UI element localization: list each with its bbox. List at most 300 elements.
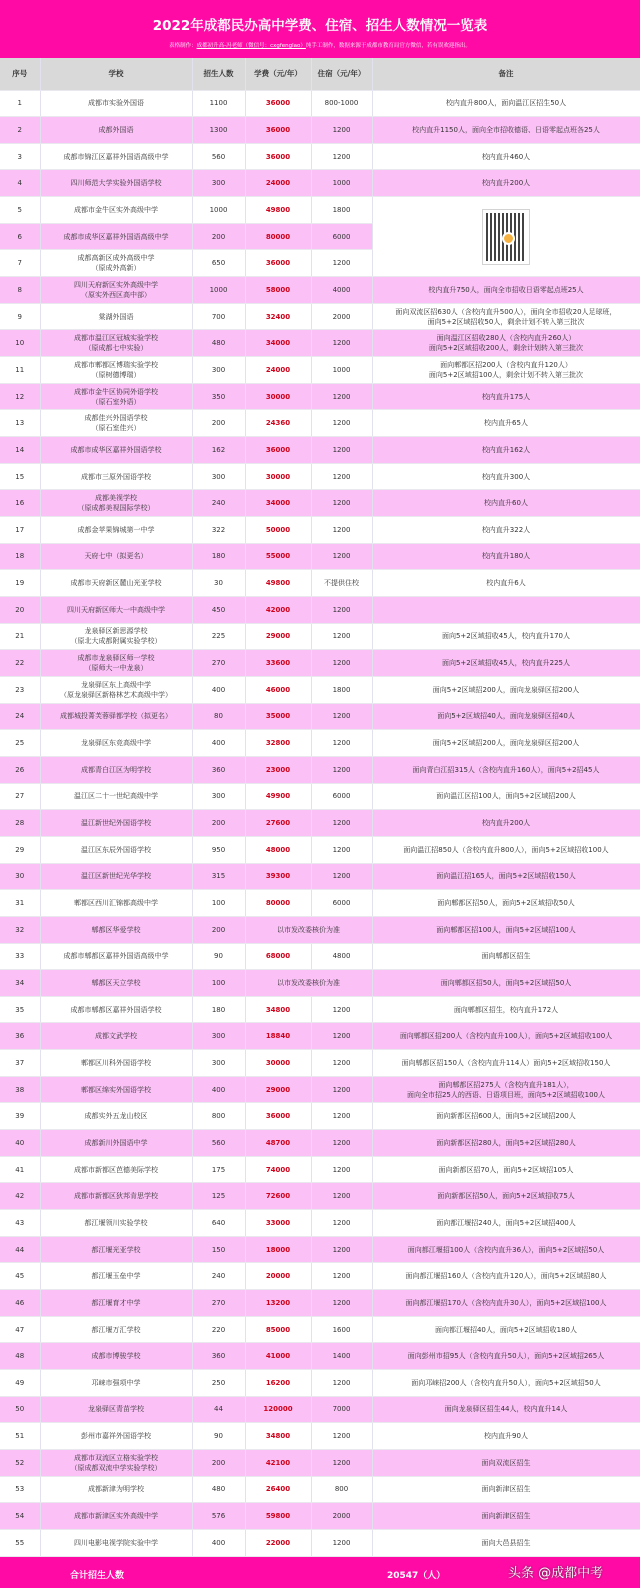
cell-lodging: 1200	[311, 1236, 372, 1263]
cell-lodging: 1200	[311, 623, 372, 650]
cell-enrollment: 576	[192, 1503, 245, 1530]
cell-lodging: 1800	[311, 676, 372, 703]
cell-seq: 10	[0, 330, 40, 357]
cell-school: 成都实外五龙山校区	[40, 1103, 192, 1130]
cell-remarks: 面向5+2区域招收45人，校内直升225人	[372, 650, 640, 677]
cell-seq: 49	[0, 1370, 40, 1397]
cell-school: 成都青白江区为明学校	[40, 756, 192, 783]
cell-school: 温江区二十一世纪高级中学	[40, 783, 192, 810]
cell-tuition: 30000	[245, 383, 311, 410]
cell-tuition: 36000	[245, 250, 311, 277]
cell-enrollment: 400	[192, 730, 245, 757]
cell-seq: 48	[0, 1343, 40, 1370]
cell-lodging: 1200	[311, 143, 372, 170]
cell-seq: 51	[0, 1423, 40, 1450]
cell-seq: 9	[0, 303, 40, 330]
cell-tuition: 36000	[245, 117, 311, 144]
cell-seq: 6	[0, 223, 40, 250]
cell-remarks	[372, 197, 640, 277]
table-row	[0, 330, 640, 357]
cell-school: 郫都区绵实外国语学校	[40, 1076, 192, 1103]
cell-seq: 25	[0, 730, 40, 757]
table-row	[0, 783, 640, 810]
cell-seq: 52	[0, 1449, 40, 1476]
cell-enrollment: 180	[192, 543, 245, 570]
cell-lodging: 1200	[311, 996, 372, 1023]
cell-school: 龙泉驿区新思源学校 （原北大成都附属实验学校）	[40, 623, 192, 650]
cell-school: 龙泉驿区东上高级中学 （原龙泉驿区新格林艺术高级中学）	[40, 676, 192, 703]
cell-seq: 18	[0, 543, 40, 570]
cell-remarks: 面向新津区招生	[372, 1476, 640, 1503]
cell-school: 四川师范大学实验外国语学校	[40, 170, 192, 197]
cell-tuition: 32800	[245, 730, 311, 757]
cell-remarks: 校内直升6人	[372, 570, 640, 597]
cell-lodging: 1200	[311, 836, 372, 863]
total-label: 合计招生人数	[70, 1571, 125, 1581]
cell-tuition: 49900	[245, 783, 311, 810]
cell-school: 都江堰育才中学	[40, 1290, 192, 1317]
table-row	[0, 730, 640, 757]
cell-lodging: 6000	[311, 223, 372, 250]
cell-enrollment: 300	[192, 463, 245, 490]
table-row	[0, 1263, 640, 1290]
cell-enrollment: 90	[192, 943, 245, 970]
cell-school: 成都市郫都区博瑞实验学校 （原树德博瑞）	[40, 357, 192, 384]
cell-seq: 20	[0, 596, 40, 623]
col-header-school: 学校	[40, 58, 192, 90]
total-value: 20547（人）	[387, 1571, 446, 1581]
cell-tuition: 以市发改委核价为准	[245, 916, 372, 943]
cell-remarks: 面向温江招850人（含校内直升800人），面向5+2区域招收100人	[372, 836, 640, 863]
cell-enrollment: 300	[192, 170, 245, 197]
cell-enrollment: 80	[192, 703, 245, 730]
table-row	[0, 703, 640, 730]
cell-seq: 4	[0, 170, 40, 197]
cell-tuition: 55000	[245, 543, 311, 570]
cell-lodging: 1200	[311, 1370, 372, 1397]
cell-school: 成都文武学校	[40, 1023, 192, 1050]
cell-lodging: 1000	[311, 170, 372, 197]
table-row	[0, 1396, 640, 1423]
cell-school: 成都市金牛区实外高级中学	[40, 197, 192, 224]
cell-tuition: 74000	[245, 1156, 311, 1183]
cell-lodging: 1200	[311, 1130, 372, 1157]
cell-school: 成都市郫都区嘉祥外国语高级中学	[40, 943, 192, 970]
cell-enrollment: 1300	[192, 117, 245, 144]
table-row	[0, 970, 640, 997]
table-row	[0, 596, 640, 623]
cell-seq: 44	[0, 1236, 40, 1263]
cell-tuition: 以市发改委核价为准	[245, 970, 372, 997]
cell-tuition: 26400	[245, 1476, 311, 1503]
table-row	[0, 1449, 640, 1476]
cell-enrollment: 700	[192, 303, 245, 330]
cell-remarks: 面向都江堰招170人（含校内直升30人），面向5+2区域招100人	[372, 1290, 640, 1317]
cell-school: 成都外国语	[40, 117, 192, 144]
cell-lodging: 1200	[311, 1050, 372, 1077]
cell-tuition: 35000	[245, 703, 311, 730]
cell-enrollment: 30	[192, 570, 245, 597]
table-row	[0, 1503, 640, 1530]
cell-lodging: 1200	[311, 810, 372, 837]
cell-school: 成都佳兴外国语学校 （原石室佳兴）	[40, 410, 192, 437]
cell-tuition: 33000	[245, 1210, 311, 1237]
cell-enrollment: 180	[192, 996, 245, 1023]
cell-seq: 12	[0, 383, 40, 410]
cell-lodging: 1200	[311, 1076, 372, 1103]
cell-enrollment: 800	[192, 1103, 245, 1130]
cell-remarks: 面向邛崃招200人（含校内直升50人），面向5+2区域招50人	[372, 1370, 640, 1397]
cell-school: 成都高新区成外高级中学 （原成外高新）	[40, 250, 192, 277]
cell-seq: 14	[0, 437, 40, 464]
cell-enrollment: 400	[192, 1529, 245, 1556]
cell-tuition: 72600	[245, 1183, 311, 1210]
cell-school: 成都金苹果锦城第一中学	[40, 517, 192, 544]
cell-school: 郫都区天立学校	[40, 970, 192, 997]
table-row	[0, 1183, 640, 1210]
cell-school: 成都市金牛区协同外语学校 （原石室外语）	[40, 383, 192, 410]
cell-remarks: 面向都江堰招240人，面向5+2区域招400人	[372, 1210, 640, 1237]
cell-enrollment: 350	[192, 383, 245, 410]
table-row	[0, 410, 640, 437]
cell-school: 都江堰领川实验学校	[40, 1210, 192, 1237]
cell-enrollment: 200	[192, 223, 245, 250]
table-row	[0, 1103, 640, 1130]
table-row	[0, 1156, 640, 1183]
cell-remarks: 面向都江堰招100人（含校内直升36人），面向5+2区域招50人	[372, 1236, 640, 1263]
cell-school: 成都城投菁芙蓉驿都学校（拟更名）	[40, 703, 192, 730]
cell-seq: 43	[0, 1210, 40, 1237]
subtitle	[0, 41, 640, 49]
cell-school: 成都市新都区狄邦肯思学校	[40, 1183, 192, 1210]
page-title: 2022年成都民办高中学费、住宿、招生人数情况一览表	[152, 18, 488, 34]
cell-seq: 15	[0, 463, 40, 490]
table-row	[0, 117, 640, 144]
cell-enrollment: 150	[192, 1236, 245, 1263]
cell-school: 邛崃市强项中学	[40, 1370, 192, 1397]
cell-enrollment: 560	[192, 1130, 245, 1157]
cell-enrollment: 100	[192, 890, 245, 917]
cell-school: 温江区新世纪光华学校	[40, 863, 192, 890]
cell-remarks: 面向5+2区域招收45人，校内直升170人	[372, 623, 640, 650]
cell-lodging: 1200	[311, 1449, 372, 1476]
cell-school: 成都市天府新区麓山光亚学校	[40, 570, 192, 597]
table-row	[0, 143, 640, 170]
cell-remarks: 校内直升175人	[372, 383, 640, 410]
cell-tuition: 49800	[245, 197, 311, 224]
cell-remarks: 校内直升460人	[372, 143, 640, 170]
cell-remarks: 校内直升1150人，面向全市招收德语、日语零起点班各25人	[372, 117, 640, 144]
cell-school: 成都市锦江区嘉祥外国语高级中学	[40, 143, 192, 170]
table-row	[0, 303, 640, 330]
table-row	[0, 1529, 640, 1556]
cell-lodging: 1200	[311, 1210, 372, 1237]
cell-school: 都江堰玉垒中学	[40, 1263, 192, 1290]
cell-seq: 54	[0, 1503, 40, 1530]
cell-school: 温江区东辰外国语学校	[40, 836, 192, 863]
table-row	[0, 1370, 640, 1397]
col-header-tuition: 学费（元/年）	[245, 58, 311, 90]
cell-enrollment: 480	[192, 1476, 245, 1503]
cell-remarks: 校内直升200人	[372, 170, 640, 197]
table-row	[0, 756, 640, 783]
cell-enrollment: 125	[192, 1183, 245, 1210]
table-row	[0, 1050, 640, 1077]
cell-tuition: 20000	[245, 1263, 311, 1290]
table-row	[0, 1236, 640, 1263]
cell-remarks: 校内直升180人	[372, 543, 640, 570]
cell-tuition: 24000	[245, 357, 311, 384]
cell-enrollment: 300	[192, 357, 245, 384]
cell-seq: 29	[0, 836, 40, 863]
cell-enrollment: 200	[192, 410, 245, 437]
cell-enrollment: 650	[192, 250, 245, 277]
cell-remarks: 面向郫都区招生，校内直升172人	[372, 996, 640, 1023]
author-link[interactable]: 成都初升高-冯老师（微信号：cxgfenglao）	[196, 43, 306, 49]
cell-lodging: 800	[311, 1476, 372, 1503]
cell-school: 成都市成华区嘉祥外国语高级中学	[40, 223, 192, 250]
cell-tuition: 34000	[245, 490, 311, 517]
table-row	[0, 1290, 640, 1317]
cell-seq: 55	[0, 1529, 40, 1556]
title-bar	[0, 0, 640, 58]
table-row	[0, 863, 640, 890]
cell-tuition: 18840	[245, 1023, 311, 1050]
cell-enrollment: 322	[192, 517, 245, 544]
cell-seq: 3	[0, 143, 40, 170]
table-row	[0, 996, 640, 1023]
cell-tuition: 80000	[245, 890, 311, 917]
cell-seq: 1	[0, 90, 40, 117]
cell-school: 都江堰光亚学校	[40, 1236, 192, 1263]
cell-lodging: 7000	[311, 1396, 372, 1423]
cell-enrollment: 240	[192, 1263, 245, 1290]
cell-remarks: 面向5+2区域招40人，面向龙泉驿区招40人	[372, 703, 640, 730]
cell-tuition: 49800	[245, 570, 311, 597]
cell-lodging: 1200	[311, 703, 372, 730]
cell-enrollment: 162	[192, 437, 245, 464]
cell-seq: 37	[0, 1050, 40, 1077]
cell-enrollment: 315	[192, 863, 245, 890]
cell-remarks: 面向都江堰招40人，面向5+2区域招收180人	[372, 1316, 640, 1343]
cell-remarks: 面向新都区招280人，面向5+2区域招280人	[372, 1130, 640, 1157]
cell-remarks: 面向郫都区招200人（含校内直升100人），面向5+2区域招收100人	[372, 1023, 640, 1050]
cell-seq: 17	[0, 517, 40, 544]
cell-seq: 42	[0, 1183, 40, 1210]
cell-remarks: 面向青白江招315人（含校内直升160人），面向5+2招45人	[372, 756, 640, 783]
cell-lodging: 1200	[311, 330, 372, 357]
cell-tuition: 39300	[245, 863, 311, 890]
cell-lodging: 1200	[311, 437, 372, 464]
cell-remarks: 校内直升200人	[372, 810, 640, 837]
cell-remarks: 校内直升65人	[372, 410, 640, 437]
cell-enrollment: 450	[192, 596, 245, 623]
cell-seq: 30	[0, 863, 40, 890]
cell-school: 成都市三原外国语学校	[40, 463, 192, 490]
cell-lodging: 1200	[311, 490, 372, 517]
cell-seq: 39	[0, 1103, 40, 1130]
cell-lodging: 2000	[311, 1503, 372, 1530]
cell-school: 成都市龙泉驿区师一学校 （原师大一中龙泉）	[40, 650, 192, 677]
cell-lodging: 不提供住校	[311, 570, 372, 597]
cell-seq: 46	[0, 1290, 40, 1317]
cell-seq: 5	[0, 197, 40, 224]
cell-school: 成都市双流区立格实验学校 （原成都双流中学实验学校）	[40, 1449, 192, 1476]
cell-seq: 13	[0, 410, 40, 437]
subtitle-suffix: 纯手工制作，数据来源于成都市教育局官方微信，若有误欢迎指出。	[305, 43, 471, 49]
cell-tuition: 36000	[245, 1103, 311, 1130]
cell-lodging: 1400	[311, 1343, 372, 1370]
cell-remarks: 校内直升60人	[372, 490, 640, 517]
cell-remarks: 面向龙泉驿区招生44人，校内直升14人	[372, 1396, 640, 1423]
cell-enrollment: 1000	[192, 197, 245, 224]
cell-enrollment: 560	[192, 143, 245, 170]
cell-school: 成都市博骏学校	[40, 1343, 192, 1370]
cell-remarks: 校内直升162人	[372, 437, 640, 464]
cell-enrollment: 300	[192, 1023, 245, 1050]
cell-enrollment: 270	[192, 1290, 245, 1317]
cell-remarks: 面向温江区招100人，面向5+2区域招200人	[372, 783, 640, 810]
cell-remarks: 校内直升322人	[372, 517, 640, 544]
cell-tuition: 29000	[245, 1076, 311, 1103]
cell-tuition: 68000	[245, 943, 311, 970]
cell-remarks: 校内直升800人，面向温江区招生50人	[372, 90, 640, 117]
cell-seq: 2	[0, 117, 40, 144]
cell-lodging: 1200	[311, 517, 372, 544]
cell-enrollment: 44	[192, 1396, 245, 1423]
cell-remarks: 面向郫都区招275人（含校内直升181人）， 面向全市招25人的西语、日语项目班，面向5+2区域招收100人	[372, 1076, 640, 1103]
cell-remarks: 面向彭州市招95人（含校内直升50人），面向5+2区域招265人	[372, 1343, 640, 1370]
cell-tuition: 30000	[245, 463, 311, 490]
table-row	[0, 357, 640, 384]
cell-remarks: 面向都江堰招160人（含校内直升120人），面向5+2区域招80人	[372, 1263, 640, 1290]
cell-tuition: 46000	[245, 676, 311, 703]
cell-school: 都江堰万汇学校	[40, 1316, 192, 1343]
cell-school: 成都新津为明学校	[40, 1476, 192, 1503]
cell-enrollment: 200	[192, 810, 245, 837]
col-header-remarks: 备注	[372, 58, 640, 90]
cell-lodging: 1200	[311, 863, 372, 890]
table-row	[0, 1316, 640, 1343]
cell-school: 天府七中（拟更名）	[40, 543, 192, 570]
cell-seq: 21	[0, 623, 40, 650]
cell-lodging: 1200	[311, 117, 372, 144]
cell-tuition: 120000	[245, 1396, 311, 1423]
cell-seq: 41	[0, 1156, 40, 1183]
cell-lodging: 4000	[311, 277, 372, 304]
cell-school: 四川天府新区实外高级中学 （原实外西区高中部）	[40, 277, 192, 304]
table-header-row	[0, 58, 640, 90]
cell-seq: 32	[0, 916, 40, 943]
cell-school: 成都美视学校 （原成都美视国际学校）	[40, 490, 192, 517]
cell-tuition: 32400	[245, 303, 311, 330]
cell-seq: 50	[0, 1396, 40, 1423]
cell-enrollment: 270	[192, 650, 245, 677]
cell-enrollment: 200	[192, 1449, 245, 1476]
cell-enrollment: 300	[192, 783, 245, 810]
cell-lodging: 1200	[311, 1156, 372, 1183]
cell-seq: 8	[0, 277, 40, 304]
cell-tuition: 18000	[245, 1236, 311, 1263]
cell-tuition: 16200	[245, 1370, 311, 1397]
cell-lodging: 1200	[311, 596, 372, 623]
cell-lodging: 800-1000	[311, 90, 372, 117]
cell-tuition: 34800	[245, 996, 311, 1023]
cell-remarks: 面向郫都区招50人，面向5+2区域招收50人	[372, 890, 640, 917]
school-table	[0, 58, 640, 1557]
cell-tuition: 48000	[245, 836, 311, 863]
cell-lodging: 1200	[311, 756, 372, 783]
cell-tuition: 23000	[245, 756, 311, 783]
cell-school: 成都市郫都区嘉祥外国语学校	[40, 996, 192, 1023]
cell-lodging: 1200	[311, 410, 372, 437]
table-row	[0, 1130, 640, 1157]
cell-school: 成都市新津区实外高级中学	[40, 1503, 192, 1530]
cell-seq: 47	[0, 1316, 40, 1343]
cell-tuition: 34800	[245, 1423, 311, 1450]
cell-remarks: 面向新都区招600人，面向5+2区域招200人	[372, 1103, 640, 1130]
cell-school: 成都市温江区冠城实验学校 （原成都七中实验）	[40, 330, 192, 357]
cell-lodging: 2000	[311, 303, 372, 330]
cell-enrollment: 360	[192, 1343, 245, 1370]
cell-enrollment: 250	[192, 1370, 245, 1397]
cell-seq: 7	[0, 250, 40, 277]
table-row	[0, 890, 640, 917]
cell-tuition: 59800	[245, 1503, 311, 1530]
cell-enrollment: 640	[192, 1210, 245, 1237]
cell-remarks: 面向温江招165人，面向5+2区域招收150人	[372, 863, 640, 890]
cell-remarks: 面向新都区招70人，面向5+2区域招105人	[372, 1156, 640, 1183]
table-row	[0, 836, 640, 863]
cell-seq: 28	[0, 810, 40, 837]
cell-lodging: 1600	[311, 1316, 372, 1343]
table-row	[0, 197, 640, 224]
cell-remarks: 校内直升300人	[372, 463, 640, 490]
cell-tuition: 85000	[245, 1316, 311, 1343]
table-row	[0, 277, 640, 304]
table-row	[0, 1076, 640, 1103]
table-row	[0, 943, 640, 970]
cell-tuition: 22000	[245, 1529, 311, 1556]
cell-school: 郫都区华爱学校	[40, 916, 192, 943]
cell-school: 成都市成华区嘉祥外国语学校	[40, 437, 192, 464]
cell-tuition: 24000	[245, 170, 311, 197]
cell-school: 棠湖外国语	[40, 303, 192, 330]
cell-seq: 23	[0, 676, 40, 703]
cell-enrollment: 1100	[192, 90, 245, 117]
cell-enrollment: 175	[192, 1156, 245, 1183]
cell-remarks	[372, 596, 640, 623]
table-row	[0, 1210, 640, 1237]
cell-lodging: 6000	[311, 890, 372, 917]
cell-seq: 45	[0, 1263, 40, 1290]
table-row	[0, 623, 640, 650]
cell-tuition: 27600	[245, 810, 311, 837]
cell-tuition: 36000	[245, 143, 311, 170]
cell-remarks: 面向5+2区域招200人，面向龙泉驿区招200人	[372, 730, 640, 757]
cell-tuition: 30000	[245, 1050, 311, 1077]
cell-lodging: 1200	[311, 1529, 372, 1556]
cell-remarks: 面向大邑县招生	[372, 1529, 640, 1556]
cell-seq: 40	[0, 1130, 40, 1157]
cell-seq: 35	[0, 996, 40, 1023]
cell-enrollment: 90	[192, 1423, 245, 1450]
table-row	[0, 1423, 640, 1450]
col-header-seq: 序号	[0, 58, 40, 90]
cell-tuition: 48700	[245, 1130, 311, 1157]
cell-lodging: 1800	[311, 197, 372, 224]
cell-tuition: 42000	[245, 596, 311, 623]
